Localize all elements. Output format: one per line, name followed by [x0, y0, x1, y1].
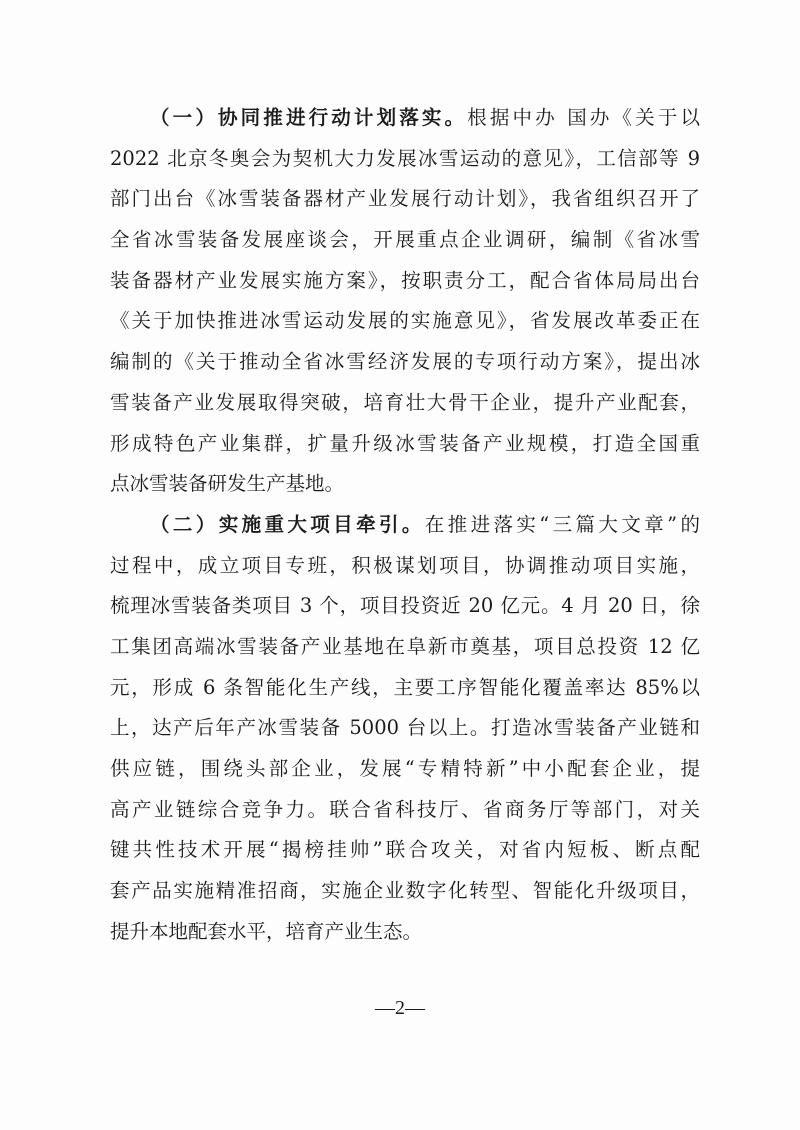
text-line: 元，形成 6 条智能化生产线，主要工序智能化覆盖率达 85%以	[110, 675, 700, 699]
section-heading: （二）实施重大项目牵引。	[150, 512, 425, 536]
text-line: 雪装备产业发展取得突破，培育壮大骨干企业，提升产业配套，	[110, 390, 700, 414]
text-line: 套产品实施精准招商，实施企业数字化转型、智能化升级项目，	[110, 879, 700, 903]
section-heading: （一）协同推进行动计划落实。	[150, 106, 468, 129]
text-line: 工集团高端冰雪装备产业基地在阜新市奠基，项目总投资 12 亿	[110, 634, 700, 658]
text-line	[110, 98, 700, 139]
text-line: 2022 北京冬奥会为契机大力发展冰雪运动的意见》，工信部等 9	[110, 146, 700, 170]
text-line: 形成特色产业集群，扩量升级冰雪装备产业规模，打造全国重	[110, 431, 700, 455]
text-line: 梳理冰雪装备类项目 3 个，项目投资近 20 亿元。4 月 20 日，徐	[110, 594, 700, 618]
text-line: 上，达产后年产冰雪装备 5000 台以上。打造冰雪装备产业链和	[110, 716, 700, 740]
text-line: 全省冰雪装备发展座谈会，开展重点企业调研，编制《省冰雪	[110, 228, 700, 252]
text-line: 提升本地配套水平，培育产业生态。	[110, 919, 423, 943]
text-line: 键共性技术开展“揭榜挂帅”联合攻关，对省内短板、断点配	[110, 838, 700, 862]
document-body	[110, 98, 700, 952]
paragraph-section-2	[110, 505, 700, 953]
text-line: 过程中，成立项目专班，积极谋划项目，协调推动项目实施，	[110, 553, 700, 577]
text-span: 根据中办 国办《关于以	[467, 106, 700, 129]
text-line: 供应链，围绕头部企业，发展“专精特新”中小配套企业，提	[110, 757, 700, 780]
paragraph-section-1	[110, 98, 700, 505]
text-line: 编制的《关于推动全省冰雪经济发展的专项行动方案》，提出冰	[110, 350, 700, 374]
text-line: 点冰雪装备研发生产基地。	[110, 472, 345, 496]
page-number: —2—	[375, 997, 425, 1019]
text-span: 在推进落实“三篇大文章”的	[424, 512, 700, 536]
text-line: 高产业链综合竞争力。联合省科技厅、省商务厅等部门，对关	[110, 797, 700, 821]
text-line: 部门出台《冰雪装备器材产业发展行动计划》，我省组织召开了	[110, 187, 700, 211]
text-line: 装备器材产业发展实施方案》，按职责分工，配合省体局局出台	[110, 268, 700, 292]
text-line	[110, 505, 700, 546]
text-line: 《关于加快推进冰雪运动发展的实施意见》，省发展改革委正在	[110, 309, 700, 333]
